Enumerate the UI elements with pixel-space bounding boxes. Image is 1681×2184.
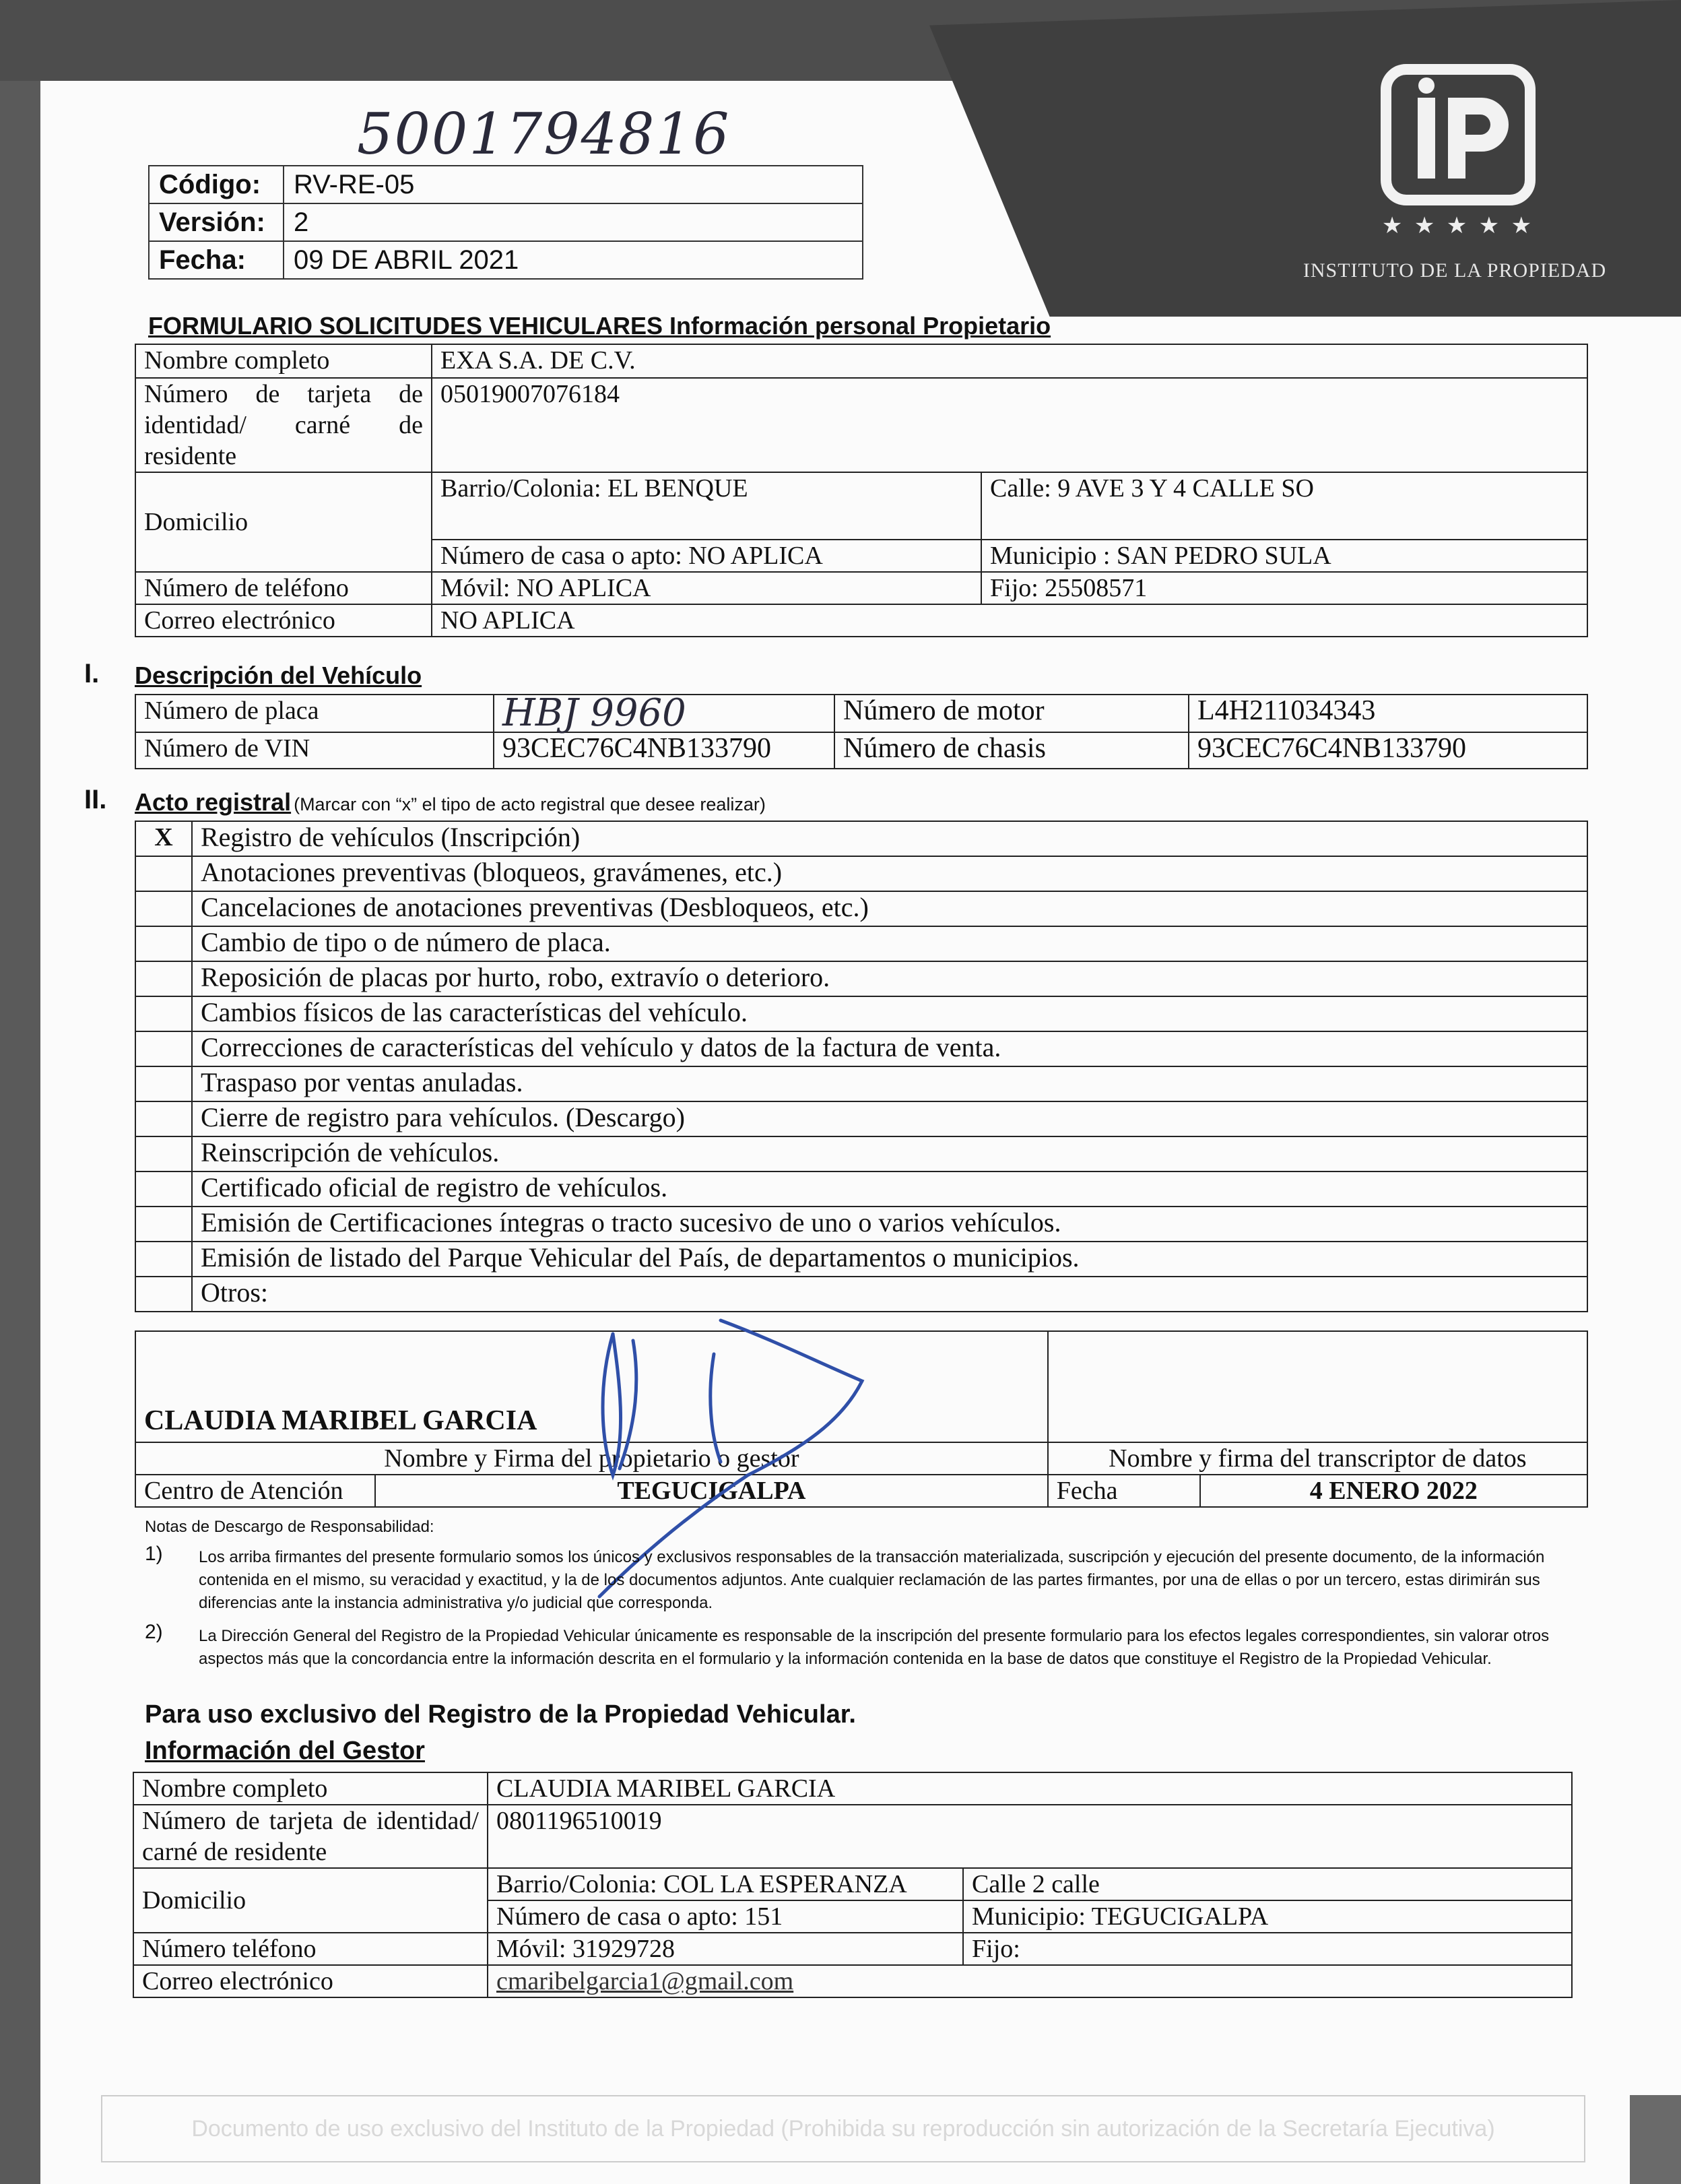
owner-municipio: Municipio : SAN PEDRO SULA bbox=[981, 540, 1587, 572]
act-row bbox=[135, 996, 1587, 1031]
act-checkbox[interactable] bbox=[135, 1066, 192, 1101]
gestor-name-label: Nombre completo bbox=[133, 1772, 488, 1805]
act-checkbox[interactable] bbox=[135, 1242, 192, 1277]
gestor-name-value: CLAUDIA MARIBEL GARCIA bbox=[488, 1772, 1572, 1805]
act-row bbox=[135, 1207, 1587, 1242]
fecha-sig-value: 4 ENERO 2022 bbox=[1200, 1475, 1587, 1507]
act-row bbox=[135, 1066, 1587, 1101]
vin-label: Número de VIN bbox=[135, 732, 494, 769]
act-label: Registro de vehículos (Inscripción) bbox=[192, 821, 1587, 856]
document-meta-table bbox=[148, 165, 863, 280]
centro-value: TEGUCIGALPA bbox=[375, 1475, 1048, 1507]
act-checkbox[interactable]: X bbox=[135, 821, 192, 856]
act-label: Certificado oficial de registro de vehículos. bbox=[192, 1171, 1587, 1207]
section-2-heading bbox=[135, 788, 766, 816]
act-label: Cambio de tipo o de número de placa. bbox=[192, 926, 1587, 961]
placa-label: Número de placa bbox=[135, 695, 494, 732]
act-checkbox[interactable] bbox=[135, 856, 192, 891]
owner-signature-name: CLAUDIA MARIBEL GARCIA bbox=[135, 1331, 1048, 1442]
act-label: Emisión de Certificaciones íntegras o tracto sucesivo de uno o varios vehículos. bbox=[192, 1207, 1587, 1242]
act-row bbox=[135, 1171, 1587, 1207]
act-checkbox[interactable] bbox=[135, 1277, 192, 1312]
scan-corner-mark bbox=[1630, 2095, 1681, 2184]
section-2-hint: (Marcar con “x” el tipo de acto registral que desee realizar) bbox=[294, 794, 766, 814]
ip-logo-icon bbox=[1381, 64, 1536, 205]
transcriptor-signature-area bbox=[1048, 1331, 1587, 1442]
fecha-label: Fecha: bbox=[149, 241, 284, 279]
owner-name-label: Nombre completo bbox=[135, 344, 432, 378]
act-label: Cierre de registro para vehículos. (Descargo) bbox=[192, 1101, 1587, 1136]
chasis-value: 93CEC76C4NB133790 bbox=[1189, 732, 1587, 769]
act-label: Emisión de listado del Parque Vehicular del País, de departamentos o municipios. bbox=[192, 1242, 1587, 1277]
act-label: Traspaso por ventas anuladas. bbox=[192, 1066, 1587, 1101]
gestor-telefono-label: Número teléfono bbox=[133, 1933, 488, 1965]
form-title: FORMULARIO SOLICITUDES VEHICULARES Información personal Propietario bbox=[148, 312, 1051, 340]
act-label: Cancelaciones de anotaciones preventivas (Desbloqueos, etc.) bbox=[192, 891, 1587, 926]
gestor-municipio: Municipio: TEGUCIGALPA bbox=[963, 1900, 1572, 1933]
gestor-casa: Número de casa o apto: 151 bbox=[488, 1900, 963, 1933]
gestor-domicilio-label: Domicilio bbox=[133, 1868, 488, 1933]
act-checkbox[interactable] bbox=[135, 891, 192, 926]
owner-domicilio-label: Domicilio bbox=[135, 472, 432, 572]
motor-label: Número de motor bbox=[834, 695, 1189, 732]
note-1-number: 1) bbox=[145, 1543, 163, 1565]
logo-stars: ★ ★ ★ ★ ★ bbox=[1381, 213, 1535, 238]
gestor-calle: Calle 2 calle bbox=[963, 1868, 1572, 1900]
act-label: Reposición de placas por hurto, robo, extravío o deterioro. bbox=[192, 961, 1587, 996]
motor-value: L4H211034343 bbox=[1189, 695, 1587, 732]
act-checkbox[interactable] bbox=[135, 1101, 192, 1136]
act-row bbox=[135, 891, 1587, 926]
act-row bbox=[135, 1031, 1587, 1066]
logo bbox=[1381, 64, 1536, 205]
act-row bbox=[135, 961, 1587, 996]
owner-id-value: 05019007076184 bbox=[432, 378, 1587, 472]
gestor-correo-value: cmaribelgarcia1@gmail.com bbox=[488, 1965, 1572, 1997]
handwritten-number: 5001794816 bbox=[357, 101, 731, 167]
codigo-value: RV-RE-05 bbox=[284, 166, 863, 203]
placa-value: HBJ 9960 bbox=[494, 695, 834, 732]
note-2-text: La Dirección General del Registro de la Propiedad Vehicular únicamente es responsable de la inscripción del presente formulario para los efectos legales correspondientes, sin valorar otros aspectos más que la concordancia entre la información descrita en el formulario y la información contenida en la base de datos que constituye el Registro de la Propiedad Vehicular. bbox=[199, 1627, 1550, 1668]
note-2-number: 2) bbox=[145, 1621, 163, 1643]
gestor-fijo: Fijo: bbox=[963, 1933, 1572, 1965]
act-label: Correcciones de características del vehículo y datos de la factura de venta. bbox=[192, 1031, 1587, 1066]
owner-info-table bbox=[135, 344, 1588, 637]
section-2-number: II. bbox=[84, 785, 107, 814]
section-1-title: Descripción del Vehículo bbox=[135, 662, 422, 689]
gestor-id-value: 0801196510019 bbox=[488, 1805, 1572, 1868]
codigo-label: Código: bbox=[149, 166, 284, 203]
logo-name: INSTITUTO DE LA PROPIEDAD bbox=[1303, 259, 1607, 282]
act-checkbox[interactable] bbox=[135, 996, 192, 1031]
act-row bbox=[135, 1242, 1587, 1277]
vehicle-table bbox=[135, 691, 1588, 769]
footer-watermark: Documento de uso exclusivo del Instituto de la Propiedad (Prohibida su reproducción sin autorización de la Secretaría Ejecutiva) bbox=[101, 2095, 1585, 2162]
notes-title: Notas de Descargo de Responsabilidad: bbox=[145, 1518, 434, 1536]
owner-correo-value: NO APLICA bbox=[432, 604, 1587, 637]
act-label: Otros: bbox=[192, 1277, 1587, 1312]
owner-fijo: Fijo: 25508571 bbox=[981, 572, 1587, 604]
vin-value: 93CEC76C4NB133790 bbox=[494, 732, 834, 769]
section-1-number: I. bbox=[84, 659, 100, 688]
act-label: Anotaciones preventivas (bloqueos, gravámenes, etc.) bbox=[192, 856, 1587, 891]
fecha-value: 09 DE ABRIL 2021 bbox=[284, 241, 863, 279]
gestor-correo-label: Correo electrónico bbox=[133, 1965, 488, 1997]
gestor-movil: Móvil: 31929728 bbox=[488, 1933, 963, 1965]
owner-movil: Móvil: NO APLICA bbox=[432, 572, 981, 604]
version-value: 2 bbox=[284, 203, 863, 241]
gestor-id-label: Número de tarjeta de identidad/ carné de residente bbox=[133, 1805, 488, 1868]
owner-barrio: Barrio/Colonia: EL BENQUE bbox=[432, 472, 981, 540]
note-1-text: Los arriba firmantes del presente formulario somos los únicos y exclusivos responsables de la transacción materializada, suscripción y ejecución del presente documento, de la información contenida en el mismo, su veracidad y exactitud, y la de los documentos adjuntos. Ante cualquier reclamación de las partes firmantes, por una de ellas o por un tercero, estas dirimirán sus diferencias ante la instancia administrativa y/o judicial que corresponda. bbox=[199, 1548, 1545, 1612]
act-row bbox=[135, 1136, 1587, 1171]
gestor-title: Información del Gestor bbox=[145, 1737, 425, 1765]
chasis-label: Número de chasis bbox=[834, 732, 1189, 769]
owner-casa: Número de casa o apto: NO APLICA bbox=[432, 540, 981, 572]
owner-calle: Calle: 9 AVE 3 Y 4 CALLE SO bbox=[981, 472, 1587, 540]
acts-table bbox=[135, 821, 1588, 1312]
owner-id-label: Número de tarjeta de identidad/ carné de residente bbox=[135, 378, 432, 472]
centro-label: Centro de Atención bbox=[135, 1475, 375, 1507]
act-row bbox=[135, 856, 1587, 891]
act-row bbox=[135, 821, 1587, 856]
gestor-info-table bbox=[133, 1772, 1573, 1998]
owner-signature-caption: Nombre y Firma del propietario o gestor bbox=[135, 1442, 1048, 1475]
act-checkbox[interactable] bbox=[135, 1171, 192, 1207]
act-row bbox=[135, 1101, 1587, 1136]
gestor-barrio: Barrio/Colonia: COL LA ESPERANZA bbox=[488, 1868, 963, 1900]
owner-telefono-label: Número de teléfono bbox=[135, 572, 432, 604]
section-2-title: Acto registral bbox=[135, 788, 292, 816]
transcriptor-caption: Nombre y firma del transcriptor de datos bbox=[1048, 1442, 1587, 1475]
version-label: Versión: bbox=[149, 203, 284, 241]
owner-correo-label: Correo electrónico bbox=[135, 604, 432, 637]
act-checkbox[interactable] bbox=[135, 1031, 192, 1066]
act-row bbox=[135, 926, 1587, 961]
act-checkbox[interactable] bbox=[135, 1207, 192, 1242]
act-checkbox[interactable] bbox=[135, 1136, 192, 1171]
exclusive-title: Para uso exclusivo del Registro de la Propiedad Vehicular. bbox=[145, 1700, 856, 1729]
act-checkbox[interactable] bbox=[135, 961, 192, 996]
fecha-sig-label: Fecha bbox=[1048, 1475, 1200, 1507]
act-checkbox[interactable] bbox=[135, 926, 192, 961]
owner-name-value: EXA S.A. DE C.V. bbox=[432, 344, 1587, 378]
act-label: Reinscripción de vehículos. bbox=[192, 1136, 1587, 1171]
act-label: Cambios físicos de las características del vehículo. bbox=[192, 996, 1587, 1031]
